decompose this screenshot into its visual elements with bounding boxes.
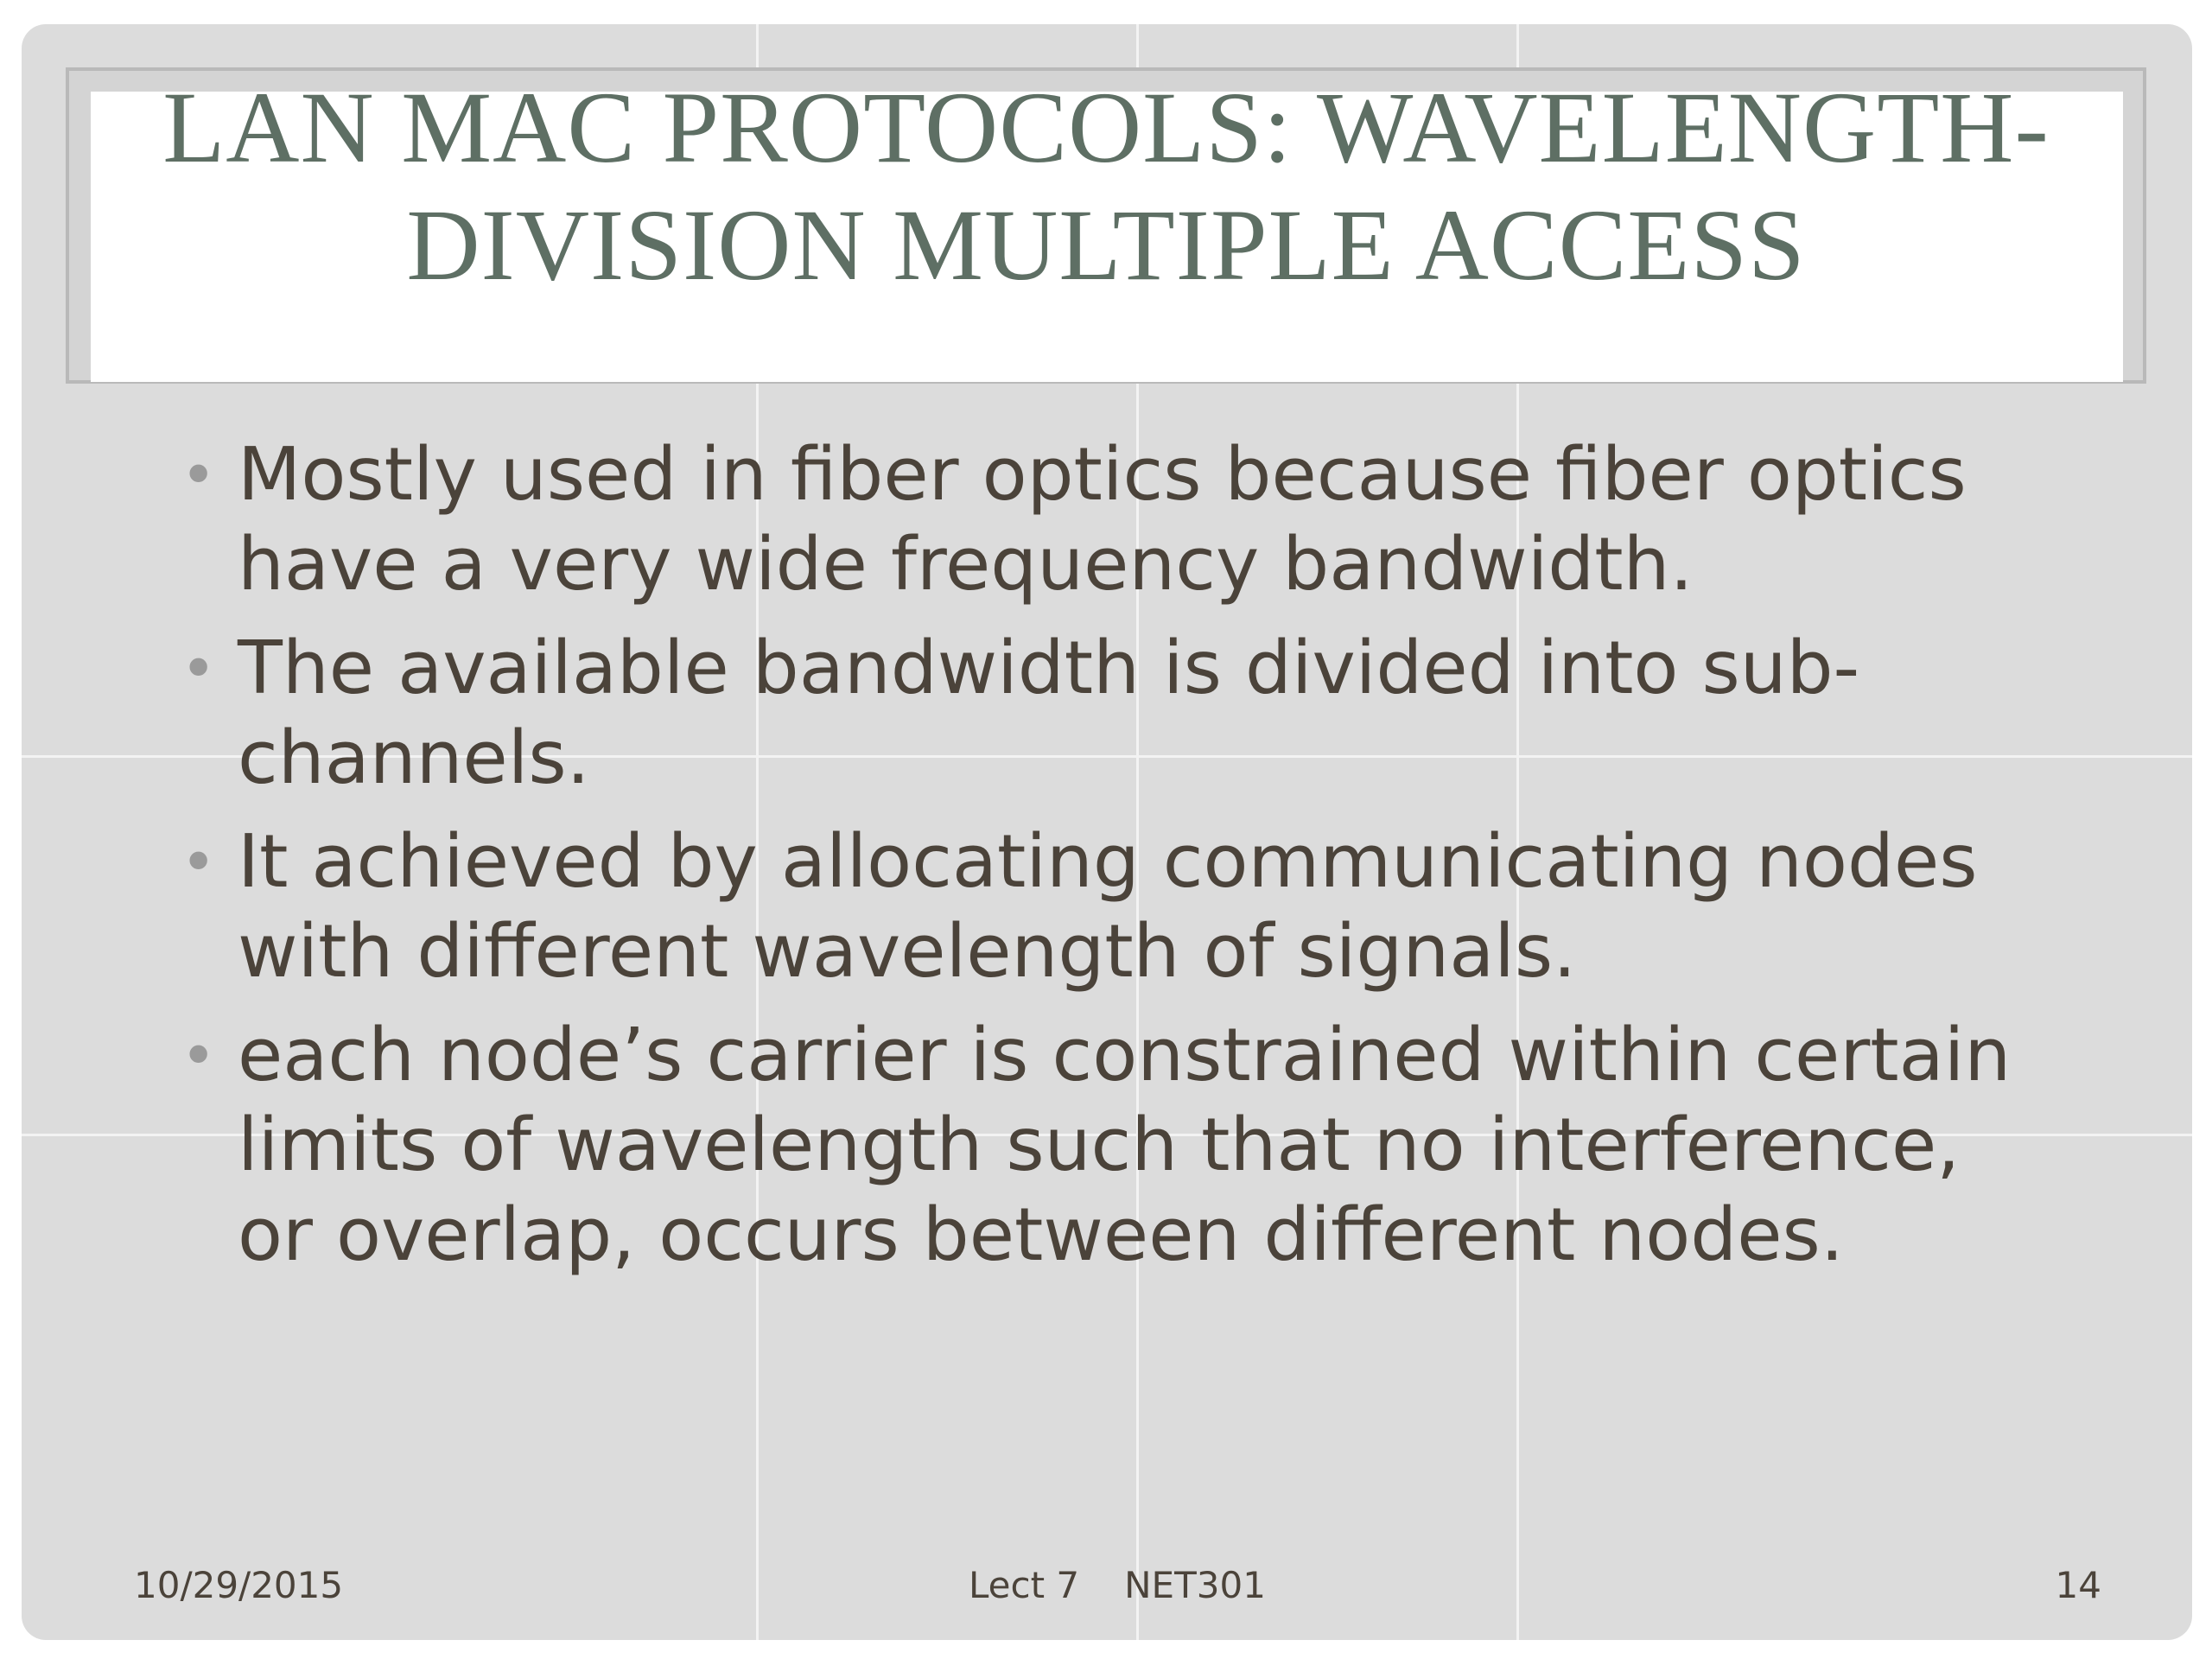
footer-date: 10/29/2015 [134, 1564, 344, 1606]
footer-course: NET301 [1124, 1564, 1266, 1606]
bullet-text: Mostly used in fiber optics because fiber optics have a very wide frequency bandwidth. [238, 432, 1967, 607]
bullet-icon: • [181, 440, 217, 511]
bullet-list [160, 430, 2018, 1294]
bullet-icon: • [181, 633, 217, 704]
bullet-icon: • [181, 827, 217, 898]
bullet-icon: • [181, 1020, 217, 1091]
bullet-item [160, 624, 2018, 804]
footer-center [969, 1564, 1266, 1607]
bullet-item [160, 817, 2018, 997]
page-number: 14 [2055, 1564, 2101, 1606]
footer-lecture: Lect 7 [969, 1564, 1080, 1606]
bullet-text: each node’s carrier is constrained within certain limits of wavelength such that no interference, or overlap, occurs between different nodes. [238, 1013, 2012, 1278]
slide-title: LAN MAC PROTOCOLS: WAVELENGTH-DIVISION MULTIPLE ACCESS [162, 71, 2050, 302]
slide [22, 24, 2192, 1640]
bullet-item [160, 1011, 2018, 1281]
bullet-text: It achieved by allocating communicating nodes with different wavelength of signals. [238, 819, 1978, 995]
bullet-text: The available bandwidth is divided into sub-channels. [238, 626, 1860, 801]
bullet-item [160, 430, 2018, 610]
